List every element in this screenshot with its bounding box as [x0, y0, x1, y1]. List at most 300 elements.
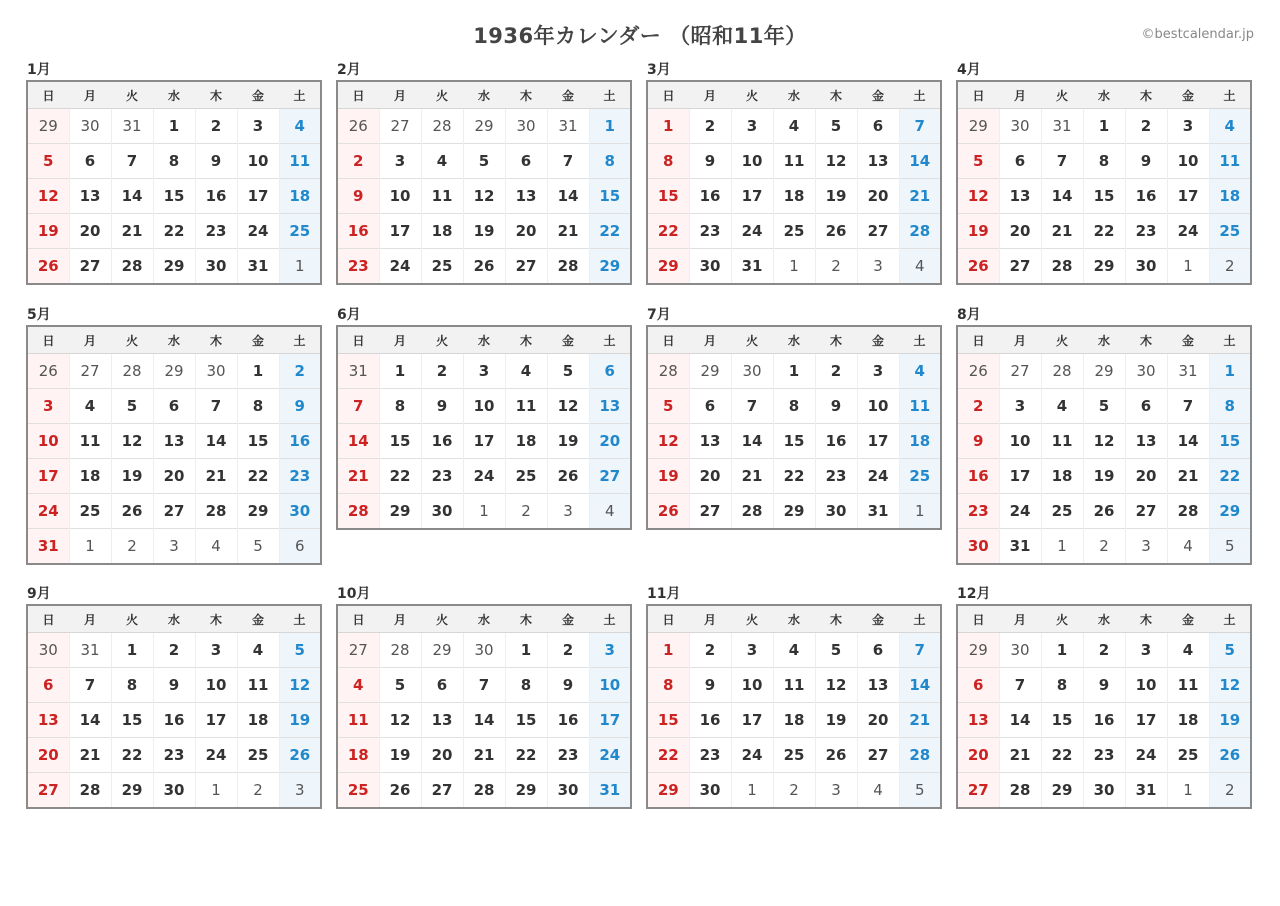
day-cell: 15	[379, 424, 421, 459]
day-cell: 28	[731, 494, 773, 530]
day-cell: 4	[589, 494, 631, 530]
day-cell: 3	[279, 773, 321, 809]
day-cell: 13	[857, 144, 899, 179]
day-cell: 5	[957, 144, 999, 179]
week-row	[337, 703, 631, 738]
weekday-header: 火	[1041, 605, 1083, 633]
day-cell: 24	[589, 738, 631, 773]
day-cell: 8	[1209, 389, 1251, 424]
month-table	[646, 80, 942, 285]
day-cell: 4	[899, 354, 941, 389]
day-cell: 4	[1167, 529, 1209, 565]
day-cell: 29	[773, 494, 815, 530]
month-label: 8月	[957, 307, 981, 323]
day-cell: 30	[153, 773, 195, 809]
day-cell: 28	[195, 494, 237, 529]
weekday-header: 火	[421, 81, 463, 109]
day-cell: 27	[957, 773, 999, 809]
day-cell: 26	[1083, 494, 1125, 529]
weekday-header: 月	[69, 326, 111, 354]
day-cell: 4	[195, 529, 237, 565]
day-cell: 20	[857, 179, 899, 214]
day-cell: 30	[1125, 354, 1167, 389]
day-cell: 13	[505, 179, 547, 214]
day-cell: 1	[1167, 249, 1209, 285]
weekday-header: 木	[505, 605, 547, 633]
weekday-header: 月	[379, 605, 421, 633]
week-row	[957, 494, 1251, 529]
day-cell: 15	[1041, 703, 1083, 738]
day-cell: 20	[589, 424, 631, 459]
day-cell: 19	[27, 214, 69, 249]
weekday-header: 金	[857, 326, 899, 354]
day-cell: 19	[815, 179, 857, 214]
week-row	[647, 459, 941, 494]
day-cell: 16	[957, 459, 999, 494]
day-cell: 13	[69, 179, 111, 214]
day-cell: 10	[379, 179, 421, 214]
week-row	[647, 249, 941, 285]
weekday-header: 金	[237, 605, 279, 633]
week-row	[337, 214, 631, 249]
weekday-header: 日	[27, 605, 69, 633]
month-table	[646, 325, 942, 530]
day-cell: 8	[647, 668, 689, 703]
day-cell: 19	[379, 738, 421, 773]
weekday-header: 火	[111, 81, 153, 109]
day-cell: 22	[589, 214, 631, 249]
day-cell: 24	[999, 494, 1041, 529]
month-label: 11月	[647, 586, 681, 602]
week-row	[647, 773, 941, 809]
day-cell: 29	[153, 354, 195, 389]
day-cell: 26	[1209, 738, 1251, 773]
day-cell: 17	[27, 459, 69, 494]
day-cell: 18	[279, 179, 321, 214]
day-cell: 31	[547, 109, 589, 144]
day-cell: 14	[899, 144, 941, 179]
weekday-header: 木	[1125, 605, 1167, 633]
day-cell: 2	[689, 109, 731, 144]
day-cell: 26	[111, 494, 153, 529]
weekday-header: 木	[1125, 326, 1167, 354]
day-cell: 26	[379, 773, 421, 809]
week-row	[337, 633, 631, 668]
day-cell: 24	[731, 738, 773, 773]
day-cell: 5	[279, 633, 321, 668]
day-cell: 24	[731, 214, 773, 249]
day-cell: 2	[195, 109, 237, 144]
day-cell: 17	[731, 179, 773, 214]
day-cell: 1	[773, 354, 815, 389]
day-cell: 9	[547, 668, 589, 703]
week-row	[337, 459, 631, 494]
day-cell: 31	[1167, 354, 1209, 389]
day-cell: 14	[111, 179, 153, 214]
day-cell: 16	[279, 424, 321, 459]
week-row	[27, 179, 321, 214]
day-cell: 11	[773, 144, 815, 179]
day-cell: 28	[1041, 249, 1083, 285]
day-cell: 23	[279, 459, 321, 494]
day-cell: 6	[857, 633, 899, 668]
weekday-header: 月	[999, 326, 1041, 354]
day-cell: 4	[857, 773, 899, 809]
day-cell: 6	[857, 109, 899, 144]
week-row	[957, 703, 1251, 738]
day-cell: 12	[279, 668, 321, 703]
day-cell: 29	[421, 633, 463, 668]
day-cell: 14	[899, 668, 941, 703]
day-cell: 15	[153, 179, 195, 214]
weekday-header: 木	[195, 81, 237, 109]
month-label: 3月	[647, 62, 671, 78]
day-cell: 9	[689, 144, 731, 179]
day-cell: 22	[647, 738, 689, 773]
day-cell: 3	[731, 109, 773, 144]
day-cell: 11	[421, 179, 463, 214]
day-cell: 30	[195, 249, 237, 285]
day-cell: 23	[1083, 738, 1125, 773]
day-cell: 18	[69, 459, 111, 494]
day-cell: 31	[337, 354, 379, 389]
day-cell: 30	[689, 249, 731, 285]
week-row	[337, 144, 631, 179]
weekday-header: 土	[1209, 326, 1251, 354]
weekday-header: 水	[1083, 326, 1125, 354]
weekday-header: 月	[999, 605, 1041, 633]
day-cell: 29	[689, 354, 731, 389]
month-label: 9月	[27, 586, 51, 602]
day-cell: 2	[337, 144, 379, 179]
day-cell: 3	[857, 354, 899, 389]
day-cell: 19	[279, 703, 321, 738]
day-cell: 30	[731, 354, 773, 389]
day-cell: 11	[69, 424, 111, 459]
day-cell: 16	[689, 703, 731, 738]
day-cell: 27	[153, 494, 195, 529]
day-cell: 7	[463, 668, 505, 703]
day-cell: 7	[1167, 389, 1209, 424]
week-row	[337, 109, 631, 144]
day-cell: 1	[279, 249, 321, 285]
day-cell: 5	[815, 633, 857, 668]
weekday-header: 日	[957, 326, 999, 354]
day-cell: 29	[237, 494, 279, 529]
day-cell: 22	[505, 738, 547, 773]
day-cell: 9	[279, 389, 321, 424]
day-cell: 25	[899, 459, 941, 494]
day-cell: 29	[111, 773, 153, 809]
week-row	[27, 773, 321, 809]
day-cell: 25	[773, 738, 815, 773]
day-cell: 6	[505, 144, 547, 179]
day-cell: 31	[1041, 109, 1083, 144]
day-cell: 2	[815, 249, 857, 285]
day-cell: 5	[1209, 529, 1251, 565]
day-cell: 29	[589, 249, 631, 285]
day-cell: 14	[337, 424, 379, 459]
weekday-header: 水	[1083, 81, 1125, 109]
day-cell: 2	[815, 354, 857, 389]
week-row	[27, 459, 321, 494]
day-cell: 18	[505, 424, 547, 459]
week-row	[957, 424, 1251, 459]
day-cell: 22	[111, 738, 153, 773]
day-cell: 1	[647, 633, 689, 668]
day-cell: 14	[1041, 179, 1083, 214]
day-cell: 21	[111, 214, 153, 249]
day-cell: 8	[589, 144, 631, 179]
day-cell: 29	[1083, 249, 1125, 285]
day-cell: 13	[1125, 424, 1167, 459]
weekday-header: 日	[957, 605, 999, 633]
day-cell: 25	[505, 459, 547, 494]
weekday-header: 土	[1209, 605, 1251, 633]
week-row	[647, 633, 941, 668]
weekday-header: 水	[773, 326, 815, 354]
day-cell: 20	[505, 214, 547, 249]
month-label: 5月	[27, 307, 51, 323]
page-title: 1936年カレンダー （昭和11年）	[473, 24, 807, 48]
day-cell: 18	[337, 738, 379, 773]
day-cell: 31	[1125, 773, 1167, 809]
weekday-header: 木	[815, 326, 857, 354]
day-cell: 8	[237, 389, 279, 424]
day-cell: 17	[731, 703, 773, 738]
day-cell: 25	[237, 738, 279, 773]
day-cell: 15	[237, 424, 279, 459]
day-cell: 26	[957, 354, 999, 389]
day-cell: 3	[463, 354, 505, 389]
week-row	[647, 354, 941, 389]
day-cell: 26	[815, 214, 857, 249]
day-cell: 16	[1083, 703, 1125, 738]
week-row	[337, 738, 631, 773]
day-cell: 1	[647, 109, 689, 144]
weekday-header: 木	[505, 81, 547, 109]
day-cell: 30	[999, 633, 1041, 668]
day-cell: 20	[153, 459, 195, 494]
weekday-header: 土	[899, 81, 941, 109]
week-row	[957, 738, 1251, 773]
weekday-header: 土	[279, 81, 321, 109]
day-cell: 30	[195, 354, 237, 389]
day-cell: 1	[1041, 633, 1083, 668]
day-cell: 25	[1041, 494, 1083, 529]
week-row	[957, 529, 1251, 565]
day-cell: 1	[1041, 529, 1083, 565]
day-cell: 7	[999, 668, 1041, 703]
day-cell: 29	[1083, 354, 1125, 389]
day-cell: 28	[547, 249, 589, 285]
weekday-header: 金	[547, 605, 589, 633]
day-cell: 15	[647, 179, 689, 214]
day-cell: 25	[1209, 214, 1251, 249]
week-row	[957, 668, 1251, 703]
day-cell: 4	[773, 633, 815, 668]
weekday-header: 月	[69, 605, 111, 633]
weekday-header: 土	[589, 605, 631, 633]
weekday-header: 金	[857, 81, 899, 109]
day-cell: 30	[421, 494, 463, 530]
day-cell: 31	[111, 109, 153, 144]
day-cell: 10	[731, 668, 773, 703]
day-cell: 27	[857, 738, 899, 773]
day-cell: 12	[111, 424, 153, 459]
day-cell: 10	[195, 668, 237, 703]
weekday-header: 火	[421, 605, 463, 633]
day-cell: 22	[1041, 738, 1083, 773]
day-cell: 16	[547, 703, 589, 738]
weekday-header: 金	[237, 81, 279, 109]
weekday-header: 日	[957, 81, 999, 109]
day-cell: 26	[27, 354, 69, 389]
day-cell: 1	[69, 529, 111, 565]
day-cell: 19	[1209, 703, 1251, 738]
day-cell: 31	[27, 529, 69, 565]
day-cell: 11	[899, 389, 941, 424]
weekday-header: 土	[589, 326, 631, 354]
day-cell: 1	[1209, 354, 1251, 389]
weekday-header: 金	[1167, 326, 1209, 354]
weekday-header: 土	[589, 81, 631, 109]
day-cell: 15	[1209, 424, 1251, 459]
day-cell: 8	[153, 144, 195, 179]
week-row	[647, 144, 941, 179]
week-row	[337, 773, 631, 809]
day-cell: 23	[689, 214, 731, 249]
day-cell: 8	[1041, 668, 1083, 703]
day-cell: 23	[421, 459, 463, 494]
day-cell: 28	[111, 249, 153, 285]
day-cell: 4	[1209, 109, 1251, 144]
day-cell: 12	[379, 703, 421, 738]
day-cell: 15	[505, 703, 547, 738]
day-cell: 30	[1083, 773, 1125, 809]
day-cell: 12	[957, 179, 999, 214]
day-cell: 18	[421, 214, 463, 249]
day-cell: 1	[773, 249, 815, 285]
day-cell: 2	[505, 494, 547, 530]
day-cell: 8	[111, 668, 153, 703]
day-cell: 19	[463, 214, 505, 249]
day-cell: 26	[957, 249, 999, 285]
day-cell: 31	[731, 249, 773, 285]
day-cell: 13	[857, 668, 899, 703]
day-cell: 9	[815, 389, 857, 424]
day-cell: 9	[689, 668, 731, 703]
day-cell: 28	[899, 214, 941, 249]
day-cell: 11	[1209, 144, 1251, 179]
day-cell: 18	[773, 179, 815, 214]
day-cell: 29	[1041, 773, 1083, 809]
day-cell: 19	[815, 703, 857, 738]
weekday-header: 水	[463, 81, 505, 109]
day-cell: 28	[647, 354, 689, 389]
day-cell: 29	[957, 109, 999, 144]
day-cell: 21	[463, 738, 505, 773]
day-cell: 17	[999, 459, 1041, 494]
weekday-header: 土	[1209, 81, 1251, 109]
day-cell: 6	[999, 144, 1041, 179]
day-cell: 3	[731, 633, 773, 668]
day-cell: 5	[111, 389, 153, 424]
weekday-header: 木	[195, 605, 237, 633]
week-row	[647, 738, 941, 773]
month-table	[336, 80, 632, 285]
day-cell: 28	[111, 354, 153, 389]
weekday-header: 土	[279, 605, 321, 633]
month-label: 7月	[647, 307, 671, 323]
day-cell: 18	[1041, 459, 1083, 494]
day-cell: 24	[195, 738, 237, 773]
weekday-header: 水	[463, 326, 505, 354]
day-cell: 27	[999, 354, 1041, 389]
weekday-header: 日	[27, 81, 69, 109]
day-cell: 22	[1209, 459, 1251, 494]
weekday-header: 金	[547, 326, 589, 354]
day-cell: 29	[153, 249, 195, 285]
day-cell: 29	[505, 773, 547, 809]
day-cell: 4	[505, 354, 547, 389]
day-cell: 6	[279, 529, 321, 565]
day-cell: 30	[999, 109, 1041, 144]
day-cell: 2	[111, 529, 153, 565]
day-cell: 21	[731, 459, 773, 494]
day-cell: 28	[899, 738, 941, 773]
day-cell: 24	[27, 494, 69, 529]
weekday-header: 木	[195, 326, 237, 354]
day-cell: 23	[547, 738, 589, 773]
week-row	[957, 633, 1251, 668]
day-cell: 31	[237, 249, 279, 285]
day-cell: 21	[337, 459, 379, 494]
day-cell: 6	[27, 668, 69, 703]
weekday-header: 木	[505, 326, 547, 354]
day-cell: 13	[421, 703, 463, 738]
day-cell: 12	[1083, 424, 1125, 459]
day-cell: 12	[547, 389, 589, 424]
day-cell: 8	[773, 389, 815, 424]
day-cell: 17	[237, 179, 279, 214]
day-cell: 15	[589, 179, 631, 214]
weekday-header: 月	[689, 605, 731, 633]
day-cell: 27	[337, 633, 379, 668]
week-row	[27, 494, 321, 529]
day-cell: 2	[421, 354, 463, 389]
weekday-header: 金	[857, 605, 899, 633]
day-cell: 7	[111, 144, 153, 179]
day-cell: 28	[69, 773, 111, 809]
day-cell: 20	[857, 703, 899, 738]
day-cell: 7	[337, 389, 379, 424]
day-cell: 23	[689, 738, 731, 773]
week-row	[27, 703, 321, 738]
weekday-header: 日	[337, 326, 379, 354]
week-row	[27, 389, 321, 424]
weekday-header: 火	[1041, 326, 1083, 354]
day-cell: 2	[547, 633, 589, 668]
day-cell: 10	[463, 389, 505, 424]
day-cell: 26	[279, 738, 321, 773]
day-cell: 25	[1167, 738, 1209, 773]
day-cell: 22	[1083, 214, 1125, 249]
day-cell: 7	[547, 144, 589, 179]
weekday-header: 日	[27, 326, 69, 354]
day-cell: 29	[379, 494, 421, 530]
day-cell: 1	[237, 354, 279, 389]
